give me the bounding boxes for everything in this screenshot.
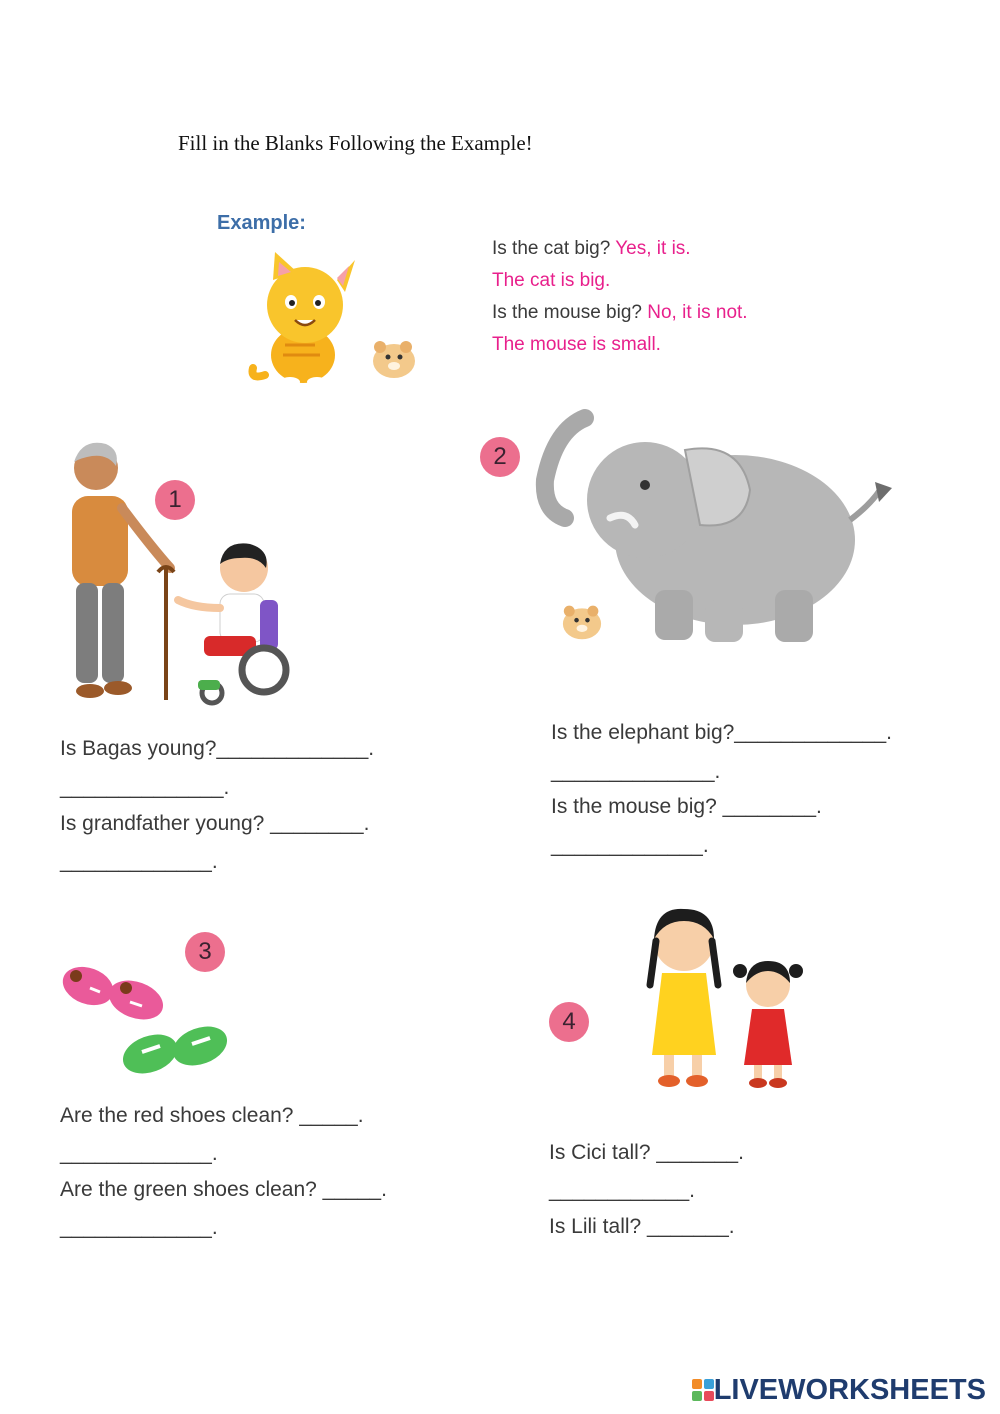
- example-answer-2: No, it is not.: [647, 302, 748, 323]
- green-shoes-image: [120, 1016, 230, 1080]
- boy-wheelchair-image: [174, 538, 286, 708]
- example-label: Example:: [217, 212, 306, 234]
- answer-blank-1a[interactable]: ______________.: [60, 776, 230, 799]
- number-badge-3: 3: [185, 932, 225, 972]
- hamster-image-2: [560, 602, 604, 642]
- hamster-image: [370, 337, 418, 381]
- girls-image: [640, 905, 810, 1090]
- example-line-2: The cat is big.: [492, 270, 611, 291]
- answer-blank-4a[interactable]: ____________.: [549, 1179, 695, 1202]
- example-line-3: [492, 302, 748, 324]
- number-badge-4: 4: [549, 1002, 589, 1042]
- answer-blank-3b[interactable]: _____________.: [60, 1216, 218, 1239]
- example-line-4: The mouse is small.: [492, 334, 661, 355]
- answer-blank-1b[interactable]: _____________.: [60, 850, 218, 873]
- cat-image: [245, 250, 365, 390]
- example-question-2: Is the mouse big?: [492, 302, 648, 323]
- liveworksheets-brand[interactable]: LIVEWORKSHEETS: [713, 1374, 986, 1406]
- question-4b: Is Lili tall? _______.: [549, 1215, 735, 1238]
- answer-blank-2b[interactable]: _____________.: [551, 834, 709, 857]
- question-2b: Is the mouse big? ________.: [551, 795, 822, 818]
- example-answer-1: Yes, it is.: [615, 238, 691, 259]
- answer-blank-3a[interactable]: _____________.: [60, 1142, 218, 1165]
- grandfather-image: [62, 438, 182, 703]
- number-badge-1: 1: [155, 480, 195, 520]
- example-question-1: Is the cat big?: [492, 238, 616, 259]
- answer-blank-2a[interactable]: ______________.: [551, 760, 721, 783]
- number-badge-2: 2: [480, 437, 520, 477]
- worksheet-title: Fill in the Blanks Following the Example!: [178, 131, 533, 155]
- question-4a: Is Cici tall? _______.: [549, 1141, 744, 1164]
- question-1b: Is grandfather young? ________.: [60, 812, 370, 835]
- question-3b: Are the green shoes clean? _____.: [60, 1178, 387, 1201]
- question-3a: Are the red shoes clean? _____.: [60, 1104, 364, 1127]
- liveworksheets-logo-icon: [692, 1379, 716, 1403]
- example-line-1: [492, 238, 691, 260]
- question-1a: Is Bagas young?_____________.: [60, 737, 375, 760]
- question-2a: Is the elephant big?_____________.: [551, 721, 892, 744]
